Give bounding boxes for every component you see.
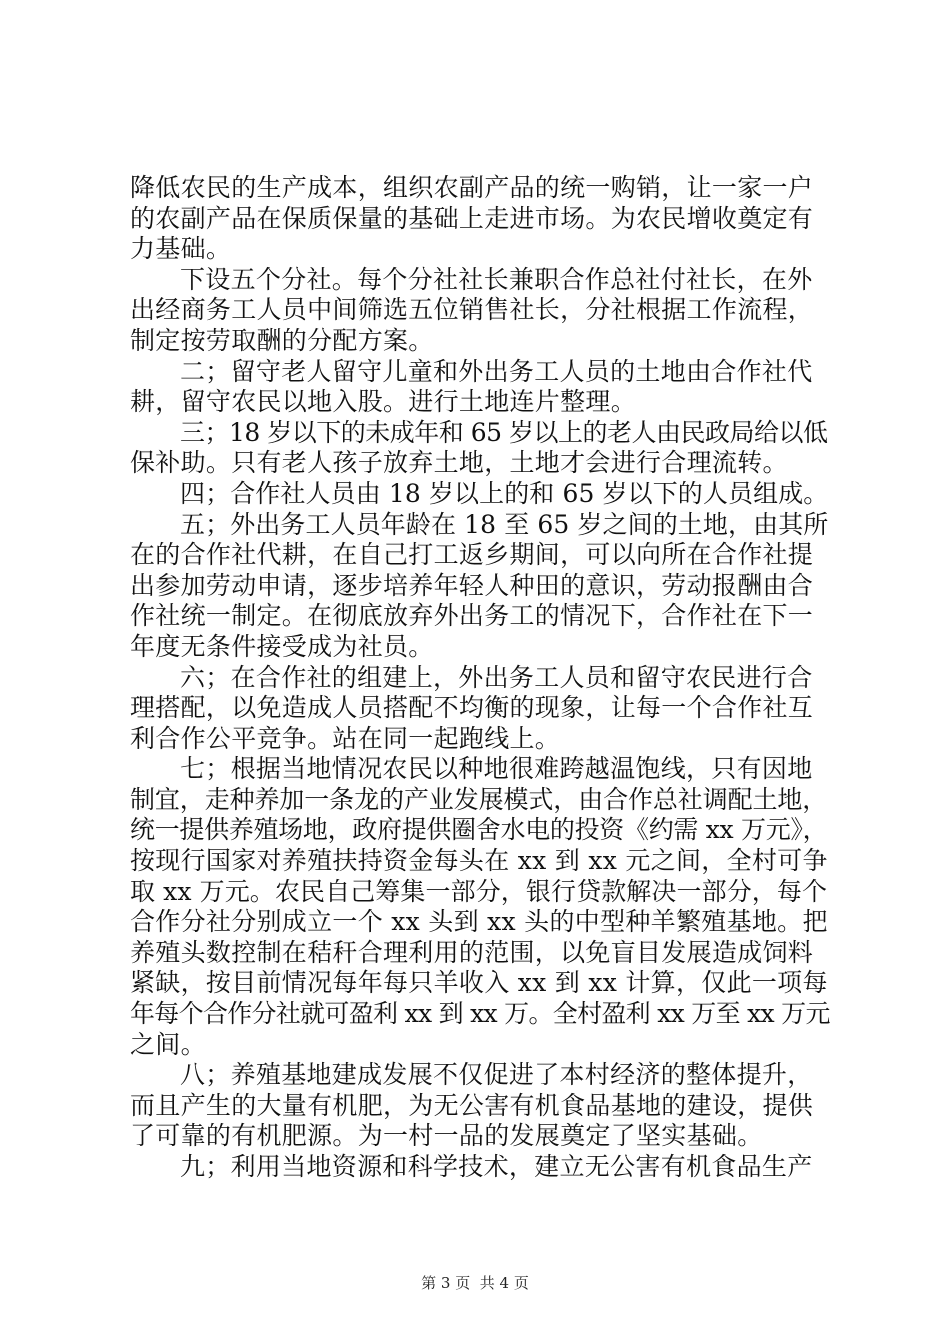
text-line: 统一提供养殖场地，政府提供圈舍水电的投资《约需 xx 万元》， [130,815,828,845]
text-line: 理搭配，以免造成人员搭配不均衡的现象，让每一个合作社互 [130,693,814,723]
text-line: 出参加劳动申请，逐步培养年轻人种田的意识，劳动报酬由合 [130,570,814,600]
text-line: 耕，留守农民以地入股。进行土地连片整理。 [130,387,637,417]
text-line: 养殖头数控制在秸秆合理利用的范围，以免盲目发展造成饲料 [130,937,814,967]
text-line: 九；利用当地资源和科学技术，建立无公害有机食品生产 [180,1152,813,1181]
text-line: 紧缺，按目前情况每年每只羊收入 xx 到 xx 计算，仅此一项每 [130,968,828,998]
text-line: 的农副产品在保质保量的基础上走进市场。为农民增收奠定有 [130,203,814,233]
text-line: 下设五个分社。每个分社社长兼职合作总社付社长，在外 [180,264,813,294]
text-line: 了可靠的有机肥源。为一村一品的发展奠定了坚实基础。 [130,1121,763,1151]
text-line: 按现行国家对养殖扶持资金每头在 xx 到 xx 元之间，全村可争 [130,846,828,876]
text-line: 而且产生的大量有机肥，为无公害有机食品基地的建设，提供 [130,1090,814,1120]
text-line: 降低农民的生产成本，组织农副产品的统一购销，让一家一户 [130,173,814,202]
text-line: 制宜，走种养加一条龙的产业发展模式，由合作总社调配土地， [130,784,828,814]
text-line: 保补助。只有老人孩子放弃土地，土地才会进行合理流转。 [130,448,788,478]
text-line: 年度无条件接受成为社员。 [130,631,434,661]
text-line: 取 xx 万元。农民自己筹集一部分，银行贷款解决一部分，每个 [130,876,828,906]
text-line: 制定按劳取酬的分配方案。 [130,325,434,355]
text-line: 力基础。 [130,234,232,264]
text-line: 之间。 [130,1029,206,1059]
text-line: 六；在合作社的组建上，外出务工人员和留守农民进行合 [180,662,813,692]
text-line: 出经商务工人员中间筛选五位销售社长，分社根据工作流程， [130,295,814,325]
page-number: 第 3 页 共 4 页 [421,1274,529,1292]
document-body [130,173,830,1183]
text-line: 七；根据当地情况农民以种地很难跨越温饱线，只有因地 [180,754,813,784]
text-line: 四；合作社人员由 18 岁以上的和 65 岁以下的人员组成。 [180,478,829,508]
text-line: 八；养殖基地建成发展不仅促进了本村经济的整体提升， [180,1060,813,1090]
text-line: 二；留守老人留守儿童和外出务工人员的土地由合作社代 [180,356,813,386]
text-line: 三；18 岁以下的未成年和 65 岁以上的老人由民政局给以低 [180,417,828,447]
text-line: 合作分社分别成立一个 xx 头到 xx 头的中型种羊繁殖基地。把 [130,907,828,937]
text-line: 年每个合作分社就可盈利 xx 到 xx 万。全村盈利 xx 万至 xx 万元 [130,999,830,1029]
text-line: 五；外出务工人员年龄在 18 至 65 岁之间的土地，由其所 [180,509,829,539]
text-line: 利合作公平竞争。站在同一起跑线上。 [130,723,561,753]
text-line: 作社统一制定。在彻底放弃外出务工的情况下，合作社在下一 [130,601,814,631]
text-line: 在的合作社代耕，在自己打工返乡期间，可以向所在合作社提 [130,540,814,570]
page-footer [0,1273,950,1293]
